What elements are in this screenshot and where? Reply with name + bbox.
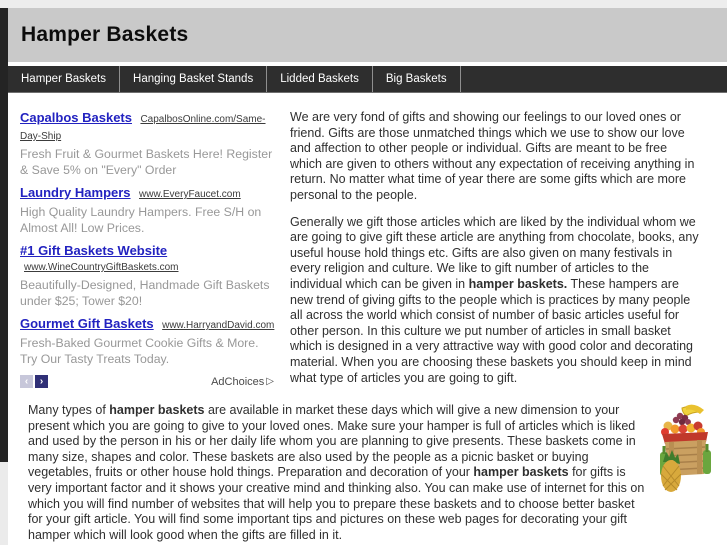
paragraph-text: These hampers are new trend of giving gifts to the people which is practices by many people all across the world which consist of number of basic articles useful for other person. In this culture we put number of articles in small basket which is designed in a very attractive way with good color and decorating material. When you are choosing these baskets you should keep in mind what type of articles you are going to gift. bbox=[290, 276, 693, 385]
paragraph-text: Generally we gift those articles which are liked by the individual whom we are going to give gift these article are anything from chocolate, books, any useful house hold things etc. Gifts are also given on many festivals in every religion and culture. We like to gift number of articles to the individual which can be given in bbox=[290, 214, 699, 291]
paragraph-bold-text: hamper baskets. bbox=[468, 276, 568, 291]
ad-title-link[interactable]: Laundry Hampers bbox=[20, 185, 131, 200]
prev-arrow-icon[interactable]: ‹ bbox=[20, 375, 33, 388]
next-arrow-icon[interactable]: › bbox=[35, 375, 48, 388]
nav-tab-hamper-baskets[interactable]: Hamper Baskets bbox=[8, 66, 120, 92]
ad-display-url[interactable]: www.WineCountryGiftBaskets.com bbox=[24, 262, 179, 273]
paragraph-bold-text: hamper baskets bbox=[473, 465, 569, 480]
paragraph-bold-text: hamper baskets bbox=[109, 403, 205, 418]
ad-link[interactable] bbox=[20, 110, 278, 144]
ad-display-url[interactable]: www.EveryFaucet.com bbox=[139, 189, 241, 200]
masthead bbox=[8, 8, 727, 62]
page-frame-left bbox=[0, 8, 8, 462]
ad-item bbox=[20, 110, 278, 178]
ad-item bbox=[20, 243, 278, 309]
ad-item bbox=[20, 185, 278, 236]
ad-title-link[interactable]: Capalbos Baskets bbox=[20, 110, 132, 125]
article-paragraph-3 bbox=[28, 403, 650, 543]
ad-link[interactable] bbox=[20, 316, 278, 333]
page-container bbox=[8, 8, 727, 543]
ad-title-link[interactable]: Gourmet Gift Baskets bbox=[20, 316, 154, 331]
article-paragraph-2 bbox=[290, 215, 701, 387]
ad-link[interactable] bbox=[20, 185, 278, 202]
ad-pager bbox=[20, 375, 278, 388]
paragraph-text: for gifts is very important factor and it shows your creative mind and thinking also. You can make use of internet for this on which you will find number of websites that will help you to prepare these baskets and to choose better basket for your gift article. You will find some important tips and pictures on these web pages for decorating your gift hamper which will look good when the gifts are filled in it. bbox=[28, 465, 645, 542]
paragraph-text: are available in market these days which will give a new dimension to your present which you are going to give to your loved ones. Make sure your hamper is full of articles which is liked and used by the person in his or her daily life whom you are planning to give presents. These baskets come in many size, shapes and color. These baskets are also used by the people as a picnic basket or buying vegetables, fruits or other house hold things. Preparation and decoration of your bbox=[28, 403, 636, 480]
ad-link[interactable] bbox=[20, 243, 278, 275]
nav-tab-hanging-basket-stands[interactable]: Hanging Basket Stands bbox=[120, 66, 267, 92]
paragraph-text: Many types of bbox=[28, 403, 110, 418]
page-frame-left-lower bbox=[0, 462, 8, 545]
ad-description: Fresh Fruit & Gourmet Baskets Here! Register & Save 5% on "Every" Order bbox=[20, 147, 273, 177]
content-area bbox=[8, 93, 727, 397]
ad-column bbox=[20, 110, 278, 397]
article-column bbox=[290, 110, 727, 397]
fruit-basket-image bbox=[652, 402, 718, 498]
ad-description: High Quality Laundry Hampers. Free S/H on Almost All! Low Prices. bbox=[20, 205, 262, 235]
ad-description: Beautifully-Designed, Handmade Gift Baskets under $25; Tower $20! bbox=[20, 278, 270, 308]
article-paragraph-1: We are very fond of gifts and showing our feelings to our loved ones or friend. Gifts are those unmatched things which we use to show our love and affection to other people or individual. Gifts are meant to be free which are given to others without any expectation of receiving anything in return. No matter what time of year there are some gifts which are more personal to the people. bbox=[290, 110, 695, 202]
ad-description: Fresh-Baked Gourmet Cookie Gifts & More. Try Our Tasty Treats Today. bbox=[20, 336, 259, 366]
adchoices-icon: ▷ bbox=[266, 376, 274, 387]
ad-item bbox=[20, 316, 278, 367]
adchoices-link[interactable] bbox=[211, 376, 274, 388]
adchoices-label: AdChoices bbox=[211, 375, 265, 388]
bottom-section bbox=[16, 397, 727, 543]
site-title[interactable]: Hamper Baskets bbox=[21, 23, 189, 46]
ad-title-link[interactable]: #1 Gift Baskets Website bbox=[20, 243, 168, 258]
nav-tab-lidded-baskets[interactable]: Lidded Baskets bbox=[267, 66, 373, 92]
ad-display-url[interactable]: www.HarryandDavid.com bbox=[162, 320, 275, 331]
ad-display-url[interactable]: CapalbosOnline.com/Same-Day-Ship bbox=[20, 114, 266, 142]
nav-tab-big-baskets[interactable]: Big Baskets bbox=[373, 66, 461, 92]
page-frame-top bbox=[0, 0, 727, 8]
main-nav bbox=[8, 66, 727, 93]
